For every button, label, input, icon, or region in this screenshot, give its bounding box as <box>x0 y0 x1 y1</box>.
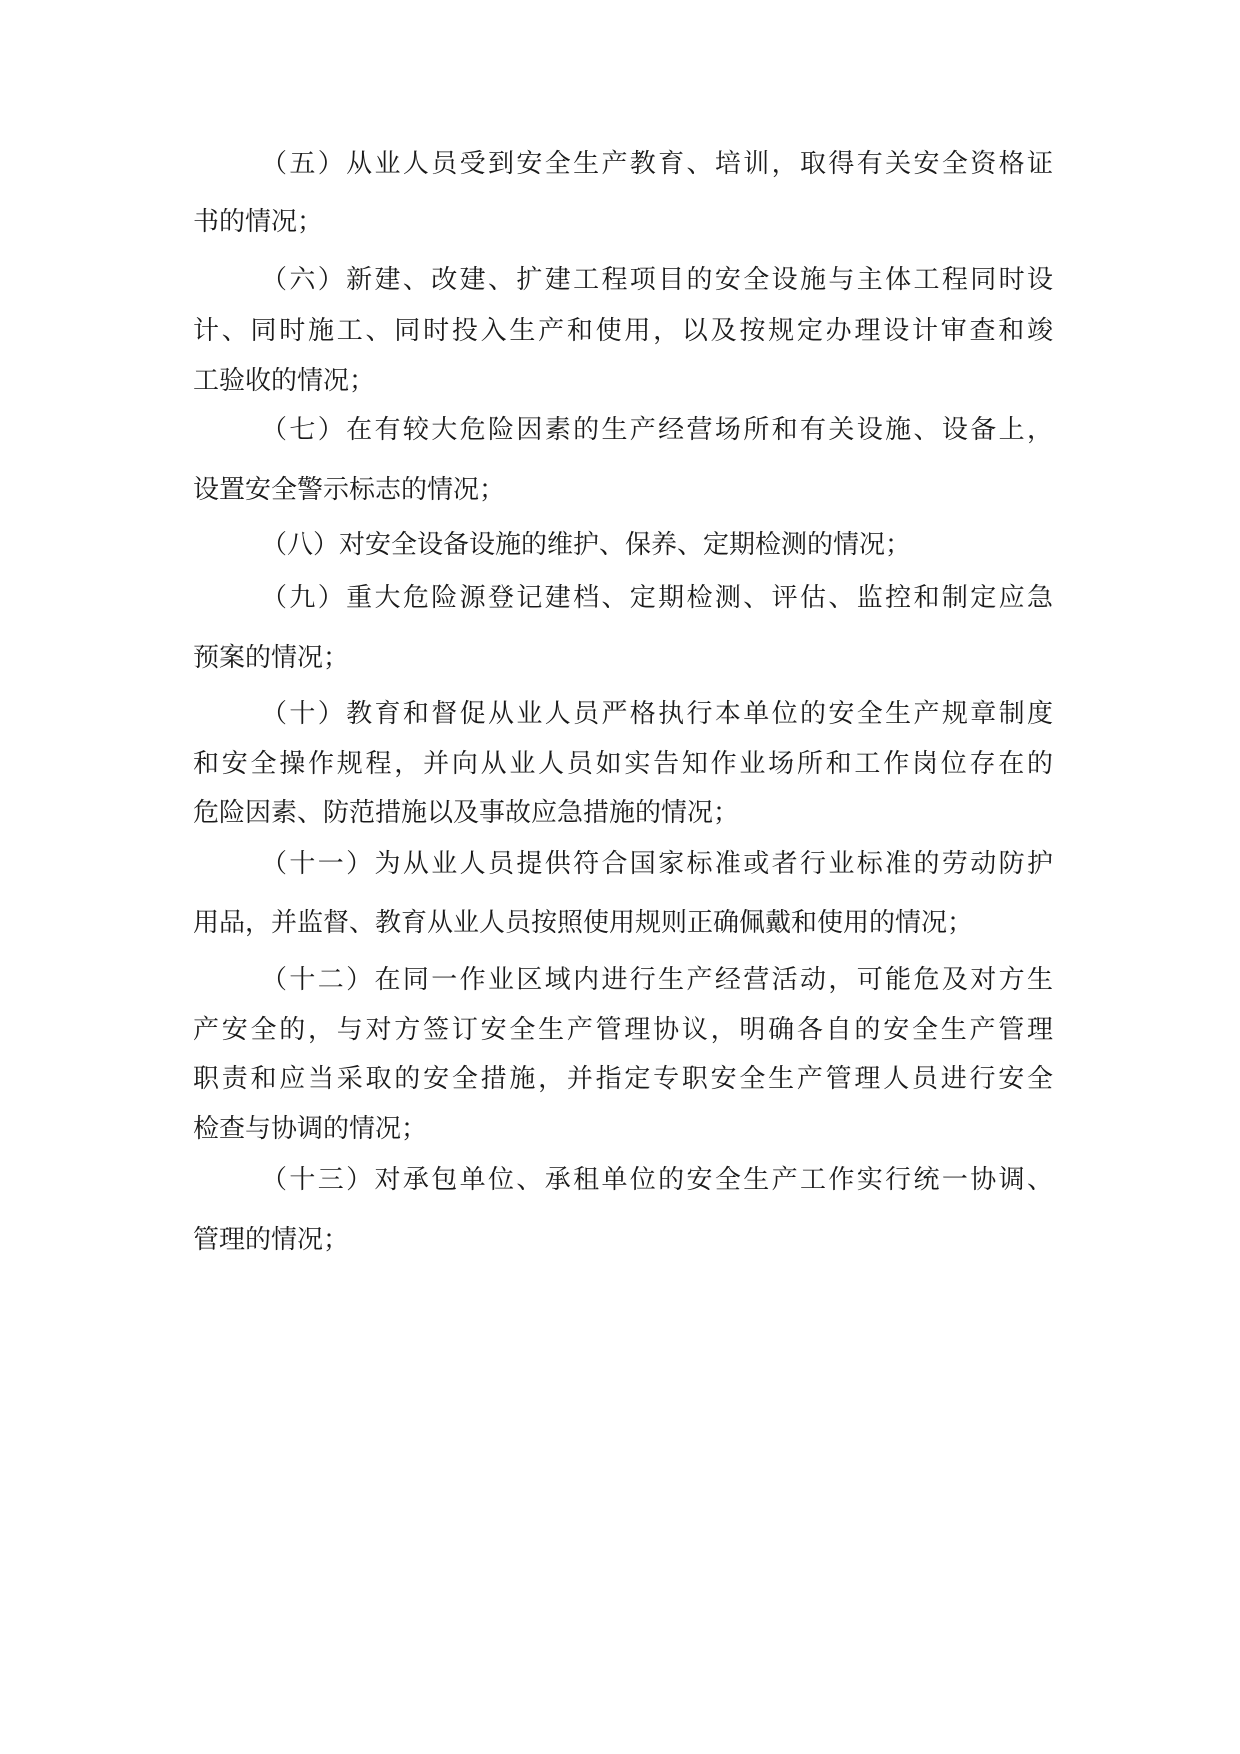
paragraph-12-line-4: 检查与协调的情况； <box>193 1114 428 1144</box>
paragraph-9-line-1: （九）重大危险源登记建档、定期检测、评估、监控和制定应急 <box>261 583 1053 613</box>
paragraph-6-line-2: 计、同时施工、同时投入生产和使用，以及按规定办理设计审查和竣 <box>193 316 1053 346</box>
paragraph-9-line-2: 预案的情况； <box>193 643 350 673</box>
paragraph-10-line-3: 危险因素、防范措施以及事故应急措施的情况； <box>193 798 740 828</box>
paragraph-13-line-2: 管理的情况； <box>193 1225 350 1255</box>
paragraph-6-line-1: （六）新建、改建、扩建工程项目的安全设施与主体工程同时设 <box>261 265 1053 295</box>
paragraph-10-line-2: 和安全操作规程，并向从业人员如实告知作业场所和工作岗位存在的 <box>193 749 1053 779</box>
paragraph-11-line-2: 用品，并监督、教育从业人员按照使用规则正确佩戴和使用的情况； <box>193 908 974 938</box>
paragraph-13-line-1: （十三）对承包单位、承租单位的安全生产工作实行统一协调、 <box>261 1165 1053 1195</box>
paragraph-6-line-3: 工验收的情况； <box>193 366 376 396</box>
paragraph-11-line-1: （十一）为从业人员提供符合国家标准或者行业标准的劳动防护 <box>261 849 1053 879</box>
paragraph-12-line-3: 职责和应当采取的安全措施，并指定专职安全生产管理人员进行安全 <box>193 1064 1053 1094</box>
paragraph-12-line-1: （十二）在同一作业区域内进行生产经营活动，可能危及对方生 <box>261 965 1053 995</box>
paragraph-12-line-2: 产安全的，与对方签订安全生产管理协议，明确各自的安全生产管理 <box>193 1015 1053 1045</box>
paragraph-8-line-1: （八）对安全设备设施的维护、保养、定期检测的情况； <box>261 530 912 560</box>
paragraph-5-line-2: 书的情况； <box>193 207 324 237</box>
paragraph-7-line-2: 设置安全警示标志的情况； <box>193 475 506 505</box>
paragraph-10-line-1: （十）教育和督促从业人员严格执行本单位的安全生产规章制度 <box>261 699 1053 729</box>
paragraph-7-line-1: （七）在有较大危险因素的生产经营场所和有关设施、设备上， <box>261 415 1053 445</box>
paragraph-5-line-1: （五）从业人员受到安全生产教育、培训，取得有关安全资格证 <box>261 149 1053 179</box>
